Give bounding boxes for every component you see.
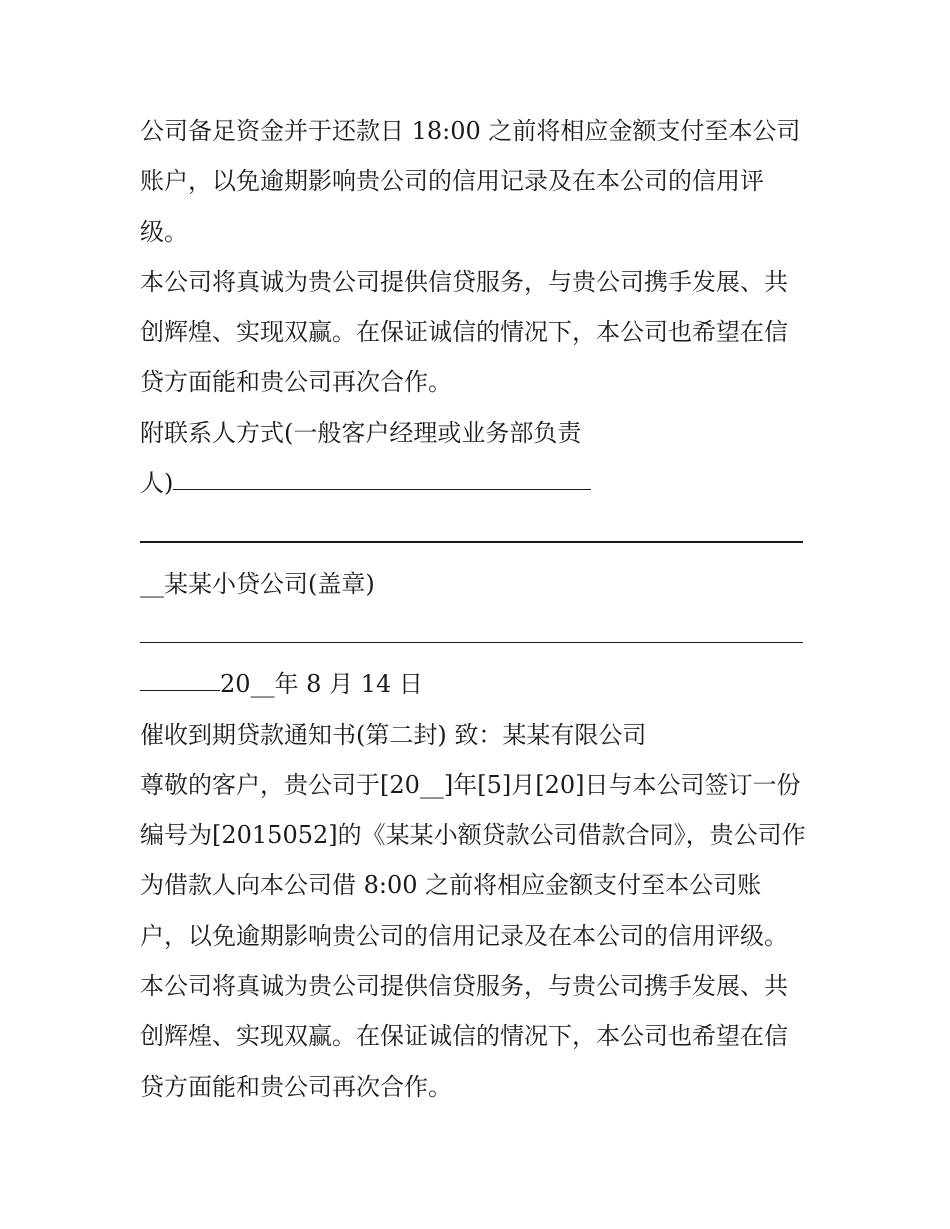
paragraph-line: 贷方面能和贵公司再次合作。 (140, 1072, 452, 1101)
contact-field-line (140, 458, 820, 508)
date-year-prefix: 20 (220, 670, 251, 699)
paragraph-line: 账户，以免逾期影响贵公司的信用记录及在本公司的信用评 (140, 167, 764, 196)
blank-fill-row (140, 609, 820, 659)
document-body (140, 106, 820, 1112)
paragraph-line: 级。 (140, 217, 188, 246)
paragraph-line: 贷方面能和贵公司再次合作。 (140, 368, 452, 397)
signature-line (140, 559, 820, 609)
paragraph-line: 尊敬的客户，贵公司于[20__]年[5]月[20]日与本公司签订一份 (140, 770, 801, 799)
paragraph-line: 户，以免逾期影响贵公司的信用记录及在本公司的信用评级。 (140, 921, 788, 950)
date-fill-line (140, 690, 220, 691)
paragraph-line: 公司备足资金并于还款日 18:00 之前将相应金额支付至本公司 (140, 117, 801, 145)
paragraph-line: 为借款人向本公司借 8:00 之前将相应金额支付至本公司账 (140, 871, 762, 900)
contact-label-suffix: 人) (140, 469, 174, 498)
paragraph-line: 编号为[2015052]的《某某小额贷款公司借款合同》，贵公司作 (140, 821, 806, 850)
blank-fill-row (140, 508, 820, 558)
blank-fill-line (140, 541, 803, 542)
blank-fill-line (140, 642, 803, 643)
paragraph-line: 本公司将真诚为贵公司提供信贷服务，与贵公司携手发展、共 (140, 267, 788, 296)
notice-title-line: 催收到期贷款通知书(第二封) 致：某某有限公司 (140, 720, 647, 749)
paragraph-line: 本公司将真诚为贵公司提供信贷服务，与贵公司携手发展、共 (140, 972, 788, 1001)
date-text: 年 8 月 14 日 (274, 670, 423, 699)
contact-label-line: 附联系人方式(一般客户经理或业务部负责 (140, 418, 582, 447)
signature-underscore: __ (140, 569, 164, 598)
date-year-underscore: __ (250, 670, 275, 699)
paragraph-line: 创辉煌、实现双赢。在保证诚信的情况下，本公司也希望在信 (140, 318, 788, 347)
date-line (140, 659, 820, 709)
contact-fill-line (173, 489, 591, 490)
company-seal-text: 某某小贷公司(盖章) (164, 569, 375, 598)
paragraph-line: 创辉煌、实现双赢。在保证诚信的情况下，本公司也希望在信 (140, 1022, 788, 1051)
